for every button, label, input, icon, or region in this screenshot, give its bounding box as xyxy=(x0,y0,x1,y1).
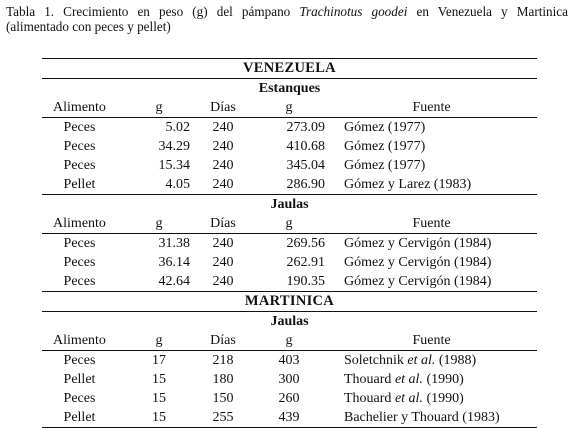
header-alimento: Alimento xyxy=(53,333,106,348)
cell-g-final: 286.90 xyxy=(286,177,325,192)
cell-g-final: 262.91 xyxy=(286,255,325,270)
cell-g-final: 300 xyxy=(278,372,300,387)
cell-alimento: Peces xyxy=(63,255,96,270)
cell-alimento: Peces xyxy=(63,391,96,406)
cell-g-final: 260 xyxy=(278,391,300,406)
header-dias: Días xyxy=(210,216,236,231)
cell-fuente: Thouard et al. (1990) xyxy=(344,372,464,387)
subsection-title-jaulas-mq: Jaulas xyxy=(270,314,309,329)
cell-g-initial: 5.02 xyxy=(165,120,190,135)
cell-alimento: Peces xyxy=(63,353,96,368)
cell-alimento: Peces xyxy=(63,158,96,173)
section-title-martinica: MARTINICA xyxy=(244,293,335,309)
cell-g-final: 190.35 xyxy=(286,274,325,289)
cell-dias: 240 xyxy=(212,255,234,270)
cell-g-initial: 36.14 xyxy=(158,255,190,270)
species-name: Trachinotus goodei xyxy=(299,4,408,19)
cell-alimento: Pellet xyxy=(63,372,96,387)
cell-g-final: 269.56 xyxy=(286,236,325,251)
cell-fuente: Gómez (1977) xyxy=(344,139,426,154)
cell-alimento: Peces xyxy=(63,236,96,251)
cell-g-final: 345.04 xyxy=(286,158,325,173)
header-g-final: g xyxy=(285,100,293,115)
cell-fuente: Bachelier y Thouard (1983) xyxy=(344,410,500,425)
caption-line-2: (alimentado con peces y pellet) xyxy=(6,19,171,34)
section-title-venezuela: VENEZUELA xyxy=(243,60,336,76)
cell-dias: 240 xyxy=(212,120,234,135)
cell-g-initial: 15 xyxy=(152,410,166,425)
cell-fuente: Soletchnik et al. (1988) xyxy=(344,353,477,368)
caption-line-1: Tabla 1. Crecimiento en peso (g) del pámpano Trachinotus goodei en Venezuela y Martinica xyxy=(6,4,569,19)
cell-dias: 180 xyxy=(212,372,234,387)
cell-g-final: 403 xyxy=(278,353,300,368)
cell-fuente: Gómez (1977) xyxy=(344,158,426,173)
table-row xyxy=(42,253,537,272)
cell-fuente: Thouard et al. (1990) xyxy=(344,391,464,406)
column-header-row xyxy=(42,98,537,117)
jaulas-ve-rows xyxy=(42,234,537,291)
cell-g-final: 410.68 xyxy=(286,139,325,154)
cell-dias: 240 xyxy=(212,274,234,289)
subsection-title-estanques: Estanques xyxy=(258,81,321,96)
estanques-rows xyxy=(42,118,537,194)
cell-alimento: Peces xyxy=(63,120,96,135)
table-row xyxy=(42,389,537,408)
header-g-initial: g xyxy=(155,333,163,348)
growth-table xyxy=(42,58,537,428)
cell-dias: 240 xyxy=(212,236,234,251)
header-g-initial: g xyxy=(155,100,163,115)
cell-alimento: Pellet xyxy=(63,177,96,192)
cell-alimento: Peces xyxy=(63,274,96,289)
cell-dias: 255 xyxy=(212,410,234,425)
table-row xyxy=(42,272,537,291)
table-row xyxy=(42,156,537,175)
cell-g-final: 273.09 xyxy=(286,120,325,135)
header-fuente: Fuente xyxy=(412,333,451,348)
cell-dias: 240 xyxy=(212,139,234,154)
cell-g-initial: 15 xyxy=(152,391,166,406)
header-fuente: Fuente xyxy=(412,216,451,231)
cell-fuente: Gómez y Cervigón (1984) xyxy=(344,236,492,251)
cell-g-initial: 31.38 xyxy=(158,236,190,251)
header-dias: Días xyxy=(210,100,236,115)
header-alimento: Alimento xyxy=(53,216,106,231)
column-header-row xyxy=(42,331,537,350)
cell-alimento: Peces xyxy=(63,139,96,154)
header-g-final: g xyxy=(285,333,293,348)
cell-fuente: Gómez (1977) xyxy=(344,120,426,135)
cell-g-initial: 42.64 xyxy=(158,274,190,289)
cell-dias: 240 xyxy=(212,158,234,173)
header-g-final: g xyxy=(285,216,293,231)
table-caption xyxy=(6,4,568,34)
cell-alimento: Pellet xyxy=(63,410,96,425)
cell-g-initial: 34.29 xyxy=(158,139,190,154)
table-row xyxy=(42,137,537,156)
header-fuente: Fuente xyxy=(412,100,451,115)
cell-g-initial: 15.34 xyxy=(158,158,190,173)
jaulas-mq-rows xyxy=(42,351,537,427)
table-row xyxy=(42,175,537,194)
cell-g-initial: 15 xyxy=(152,372,166,387)
cell-dias: 240 xyxy=(212,177,234,192)
cell-g-initial: 4.05 xyxy=(165,177,190,192)
cell-g-initial: 17 xyxy=(152,353,166,368)
table-row xyxy=(42,118,537,137)
cell-fuente: Gómez y Cervigón (1984) xyxy=(344,274,492,289)
column-header-row xyxy=(42,214,537,233)
header-dias: Días xyxy=(210,333,236,348)
cell-fuente: Gómez y Larez (1983) xyxy=(344,177,472,192)
table-row xyxy=(42,351,537,370)
table-row xyxy=(42,408,537,427)
table-row xyxy=(42,234,537,253)
cell-dias: 218 xyxy=(212,353,234,368)
cell-dias: 150 xyxy=(212,391,234,406)
table-row xyxy=(42,370,537,389)
cell-fuente: Gómez y Cervigón (1984) xyxy=(344,255,492,270)
subsection-title-jaulas-ve: Jaulas xyxy=(270,197,309,212)
header-alimento: Alimento xyxy=(53,100,106,115)
cell-g-final: 439 xyxy=(278,410,300,425)
header-g-initial: g xyxy=(155,216,163,231)
